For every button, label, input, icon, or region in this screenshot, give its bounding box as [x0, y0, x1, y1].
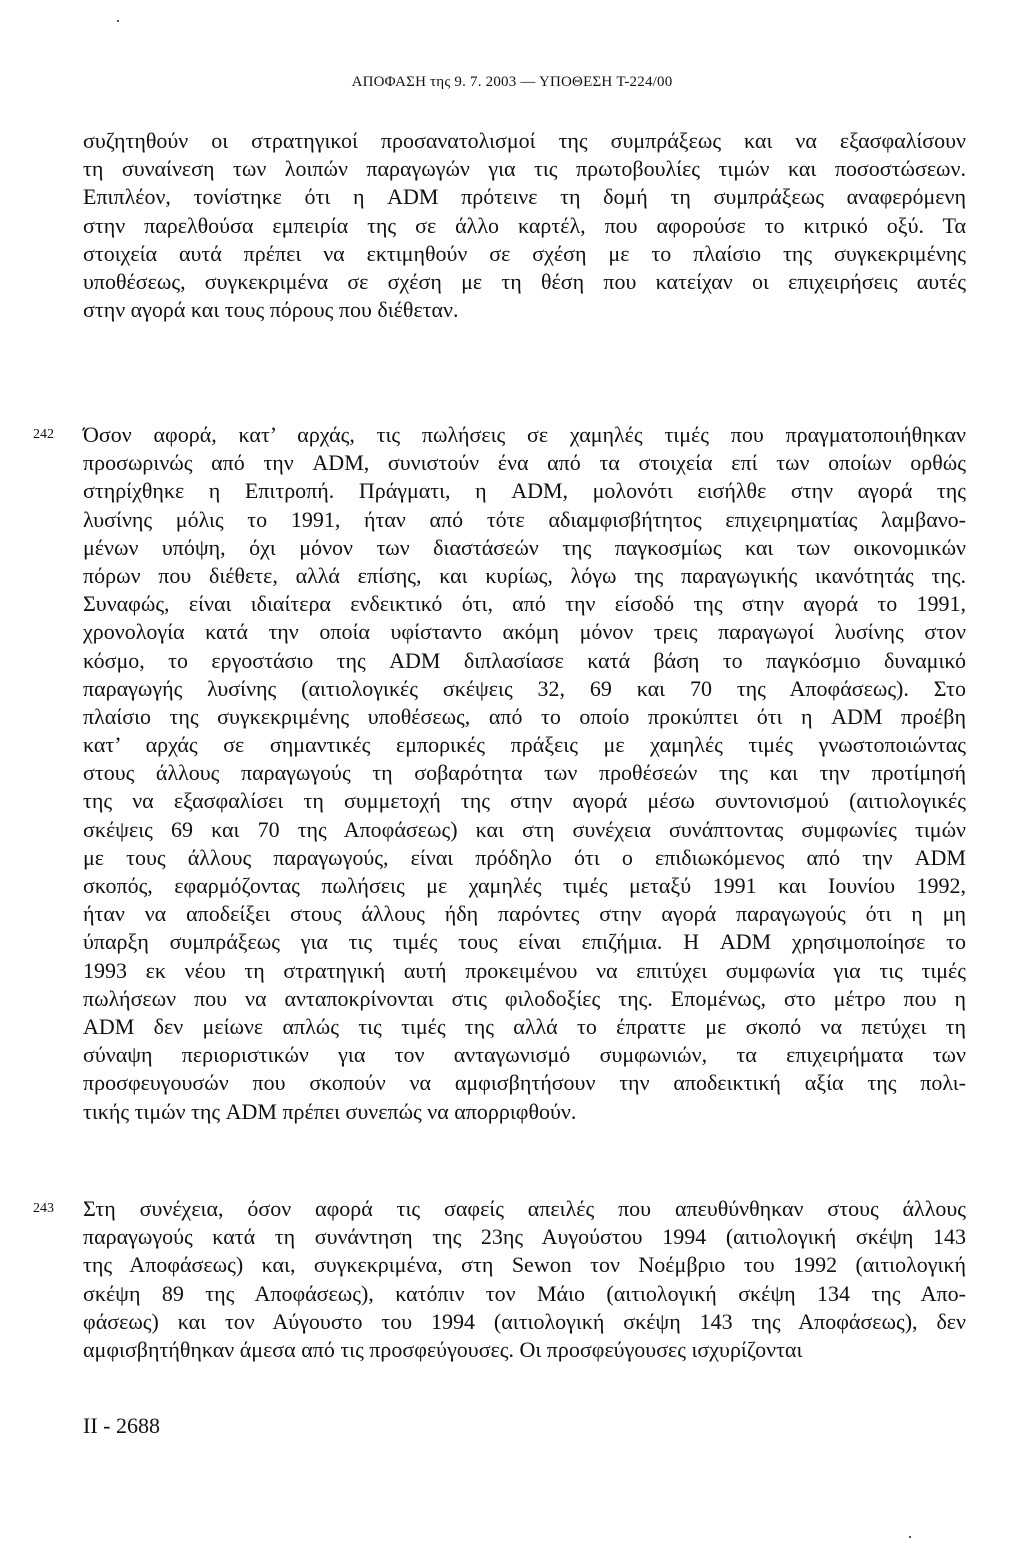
text-line: Στη συνέχεια, όσον αφορά τις σαφείς απειλές που απευθύνθηκαν στους άλλους: [83, 1196, 966, 1221]
text-line: παραγωγής λυσίνης (αιτιολογικές σκέψεις 32, 69 και 70 της Αποφάσεως). Στο: [83, 675, 966, 701]
text-line: φάσεως) και τον Αύγουστο του 1994 (αιτιολογική σκέψη 143 της Αποφάσεως), δεν: [83, 1308, 966, 1334]
text-line: 1993 εκ νέου τη στρατηγική αυτή προκειμένου να επιτύχει συμφωνία για τις τιμές: [83, 957, 966, 983]
text-line: στοιχεία αυτά πρέπει να εκτιμηθούν σε σχέση με το πλαίσιο της συγκεκριμένης: [83, 240, 966, 266]
text-line: προσωρινώς από την ADM, συνιστούν ένα από τα στοιχεία επί των οποίων ορθώς: [83, 450, 966, 476]
text-line: κατ’ αρχάς σε σημαντικές εμπορικές πράξεις με χαμηλές τιμές γνωστοποιώντας: [83, 732, 966, 758]
text-line: ήταν να αποδείξει στους άλλους ήδη παρόντες στην αγορά παραγωγούς ότι η μη: [83, 901, 966, 927]
text-line: της Αποφάσεως) και, συγκεκριμένα, στη Sewon τον Νοέμβριο του 1992 (αιτιολογική: [83, 1252, 966, 1278]
text-line: προσφευγουσών που σκοπούν να αμφισβητήσουν την αποδεικτική αξία της πολι-: [83, 1070, 966, 1096]
page-number: II - 2688: [83, 1413, 160, 1438]
scan-speck: [909, 1536, 911, 1538]
text-line: χρονολογία κατά την οποία υφίσταντο ακόμη μόνον τρεις παραγωγοί λυσίνης στον: [83, 619, 966, 645]
paragraph-242: [83, 421, 966, 1126]
text-line: παραγωγούς κατά τη συνάντηση της 23ης Αυγούστου 1994 (αιτιολογική σκέψη 143: [83, 1224, 966, 1250]
text-line: Συναφώς, είναι ιδιαίτερα ενδεικτικό ότι, από την είσοδό της στην αγορά το 1991,: [83, 591, 966, 617]
paragraph-243: [83, 1195, 966, 1364]
text-line: ύπαρξη συμπράξεως για τις τιμές τους είναι επιζήμια. Η ADM χρησιμοποίησε το: [83, 929, 966, 955]
paragraph-number-243: 243: [33, 1201, 54, 1216]
scan-speck: [117, 20, 119, 22]
text-line: τη συναίνεση των λοιπών παραγωγών για τις πρωτοβουλίες τιμών και ποσοστώσεων.: [83, 156, 966, 182]
text-line: κόσμο, το εργοστάσιο της ADM διπλασίασε κατά βάση το παγκόσμιο δυναμικό: [83, 647, 966, 673]
text-line: της να εξασφαλίσει τη συμμετοχή της στην αγορά μέσω συντονισμού (αιτιολογικές: [83, 788, 966, 814]
text-line: πλαίσιο της συγκεκριμένης υποθέσεως, από το οποίο προκύπτει ότι η ADM προέβη: [83, 703, 966, 729]
text-line: στην παρελθούσα εμπειρία της σε άλλο καρτέλ, που αφορούσε το κιτρικό οξύ. Τα: [83, 212, 966, 238]
text-line: στηρίχθηκε η Επιτροπή. Πράγματι, η ADM, μολονότι εισήλθε στην αγορά της: [83, 478, 966, 504]
text-line: συζητηθούν οι στρατηγικοί προσανατολισμοί της συμπράξεως και να εξασφαλίσουν: [83, 128, 966, 153]
text-line: στην αγορά και τους πόρους που διέθεταν.: [83, 297, 459, 323]
intro-paragraph: [83, 127, 966, 324]
text-line: Επιπλέον, τονίστηκε ότι η ADM πρότεινε τη δομή τη συμπράξεως αναφερόμενη: [83, 184, 966, 210]
text-line: τικής τιμών της ADM πρέπει συνεπώς να απορριφθούν.: [83, 1098, 577, 1124]
text-line: λυσίνης μόλις το 1991, ήταν από τότε αδιαμφισβήτητος επιχειρηματίας λαμβανο-: [83, 506, 966, 532]
text-line: σκοπός, εφαρμόζοντας πωλήσεις με χαμηλές τιμές μεταξύ 1991 και Ιουνίου 1992,: [83, 873, 966, 898]
text-line: στους άλλους παραγωγούς τη σοβαρότητα των προθέσεών της και την προτίμησή: [83, 760, 966, 786]
text-line: πόρων που διέθετε, αλλά επίσης, και κυρίως, λόγω της παραγωγικής ικανότητάς της.: [83, 562, 966, 588]
page-header: ΑΠΟΦΑΣΗ της 9. 7. 2003 — ΥΠΟΘΕΣΗ T-224/00: [351, 74, 673, 90]
text-line: πωλήσεων που να ανταποκρίνονται στις φιλοδοξίες της. Επομένως, στο μέτρο που η: [83, 985, 966, 1011]
text-line: ADM δεν μείωνε απλώς τις τιμές της αλλά το έπραττε με σκοπό να πετύχει τη: [83, 1013, 966, 1039]
text-line: μένων υπόψη, όχι μόνον των διαστάσεών της παγκοσμίως και των οικονομικών: [83, 534, 966, 560]
text-line: σκέψη 89 της Αποφάσεως), κατόπιν τον Μάιο (αιτιολογική σκέψη 134 της Απο-: [83, 1280, 966, 1306]
text-line: σύναψη περιοριστικών για τον ανταγωνισμό συμφωνιών, τα επιχειρήματα των: [83, 1042, 966, 1068]
text-line: με τους άλλους παραγωγούς, είναι πρόδηλο ότι ο επιδιωκόμενος από την ADM: [83, 844, 966, 870]
text-line: υποθέσεως, συγκεκριμένα σε σχέση με τη θέση που κατείχαν οι επιχειρήσεις αυτές: [83, 268, 966, 294]
text-line: αμφισβητήθηκαν άμεσα από τις προσφεύγουσες. Οι προσφεύγουσες ισχυρίζονται: [83, 1336, 803, 1362]
text-line: σκέψεις 69 και 70 της Αποφάσεως) και στη συνέχεια συνάπτοντας συμφωνίες τιμών: [83, 816, 966, 842]
text-line: Όσον αφορά, κατ’ αρχάς, τις πωλήσεις σε χαμηλές τιμές που πραγματοποιήθηκαν: [83, 422, 966, 447]
paragraph-number-242: 242: [33, 427, 54, 442]
